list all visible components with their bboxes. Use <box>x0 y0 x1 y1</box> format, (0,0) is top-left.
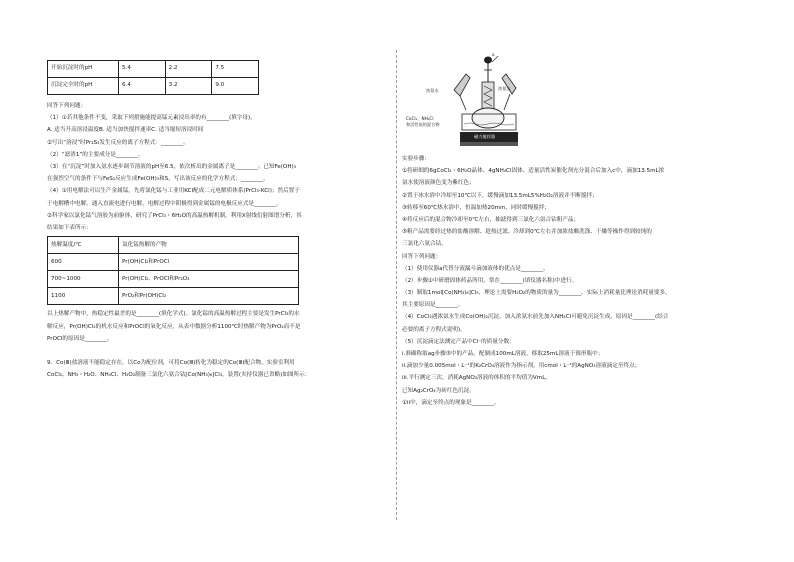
text-line: （4）CoCl₂遇浓氨水生成Co(OH)₂沉淀，加入浓氨水前先加入NH₄Cl可避免沉淀生成，原因是________(结合 <box>402 314 669 321</box>
text-line: （1）①若其他条件不变，采取下列措施能提高锰元素浸出率的有________(填字母)。 <box>47 115 256 122</box>
table-cell: Pr(OH)Cl₂、PrOCl和Pr₂O₃ <box>119 271 299 288</box>
right-column <box>402 156 746 407</box>
table-row <box>48 78 259 95</box>
table-row <box>48 61 259 78</box>
question-9-line: CoCl₂、NH₃・H₂O、NH₄Cl、H₂O₂制备三氯化六氨合钴[Co(NH₃)₆]Cl₃，装置(夹持仪器已省略)如图所示： <box>47 372 311 379</box>
table-cell: 700~1000 <box>48 271 119 288</box>
text-line: 实验步骤： <box>402 156 430 162</box>
text-line: ②置于冰水浴中冷却至10℃以下，缓慢滴加13.5mL5%H₂O₂溶液并不断搅拌； <box>402 192 598 199</box>
table-cell: Pr(OH)Cl₂和PrOCl <box>119 254 299 271</box>
text-line: 氨水使溶液颜色变为紫红色； <box>402 180 475 187</box>
table-cell: 3.2 <box>165 78 212 95</box>
question-9-line: 9．Co(Ⅲ)盐溶液不能稳定存在，以Co为配位剂，可将Co(Ⅲ)转化为稳定的Co(Ⅲ)配合物，实验室利用 <box>47 360 295 367</box>
text-line: ③转移至60℃热水浴中，恒温加热20min，同时缓慢搅拌； <box>402 204 550 211</box>
text-line: 已知Ag₂CrO₄为砖红色沉淀。 <box>402 387 475 394</box>
text-line: 必要的离子方程式说明)。 <box>402 326 466 333</box>
text-line: 结果如下表所示： <box>47 224 92 231</box>
text-line: 回答下列问题： <box>402 253 442 260</box>
text-line: 于电解槽中电解。通入直流电进行电解，电解过程中阴极得到金属锰的电极反应式是________。 <box>47 200 282 207</box>
text-line: 解反应，Pr(OH)Cl₂的机水反应和PrOCl的氧化反应，从表中数据分析1100℃时热解产物为PrO₂而不是 <box>47 323 301 330</box>
text-line: 以上热解产物中，热稳定性最差的是________(填化学式)。氯化锰的高温热解过程主要是发生PrCl₃的水 <box>47 311 300 318</box>
left-column <box>47 60 387 380</box>
text-line: （1）使用仪器a代替分液漏斗滴加液体的优点是________。 <box>402 265 549 272</box>
label-stirrer: 磁力搅拌器 <box>474 134 495 139</box>
text-line: ②写出“溶浸”时Pr₂S₃发生反应的离子方程式：________。 <box>47 139 189 146</box>
table-header-cell: 热解温度/℃ <box>48 237 119 254</box>
text-line: 三氯化六氨合钴。 <box>402 241 447 248</box>
text-line: （2）“滤渣1”的主要成分是________。 <box>47 151 144 158</box>
text-line: ②科学家以氯化锰气溶胶为前驱体，研究了PrCl₃・6H₂O的高温热解机制。利用X射线衍射图谱分析，其 <box>47 212 302 219</box>
table-row <box>48 288 299 305</box>
text-line: ①将研细的6gCoCl₂・6H₂O晶体、4gNH₄Cl固体、适量活性炭催化剂充分混合后加入c中，滴加13.5mL浓 <box>402 168 665 175</box>
text-line: 回答下列问题： <box>47 103 87 109</box>
text-line: ⑤粗产品需要经过热的盐酸溶解、趁热过滤、冷却到0℃左右并加浓盐酸洗涤、干燥等操作得到较纯的 <box>402 229 652 236</box>
table-cell: 2.2 <box>165 61 212 78</box>
text-line: （4）①用电解法可以生产金属锰，先将氯化锰与工业用KCl配成二元电解质体系(PrCl₃-KCl)；然后置于 <box>47 188 300 195</box>
table-cell: 开始沉淀时的pH <box>48 61 119 78</box>
text-line: （3）制取1mol[Co(NH₃)₆]Cl₃，理论上需要H₂O₂的物质的量为________，实际上消耗量比理论消耗量要多， <box>402 290 671 297</box>
text-line: ④将反应后的混合物冷却至0℃左右，抽滤得到三氯化六氨合钴粗产品； <box>402 216 580 223</box>
text-line: 其主要原因是________。 <box>402 302 464 309</box>
text-line: （5）沉淀滴定法测定产品中Cl⁻的质量分数： <box>402 338 515 345</box>
label-right-funnel: 浓氨水 <box>498 86 511 91</box>
label-left-funnel: 浓氨水 <box>426 88 439 93</box>
text-line: i.准确称取ag步骤⑤中的产品，配制成100mL溶液，移取25mL溶液于锥形瓶中； <box>402 351 604 357</box>
table-header-row <box>48 237 299 254</box>
label-a: a <box>492 52 495 57</box>
text-line: （2）步骤①中研磨固体药品所用，常在________(填仪器名称)中进行。 <box>402 277 578 284</box>
label-mix2: 和活性炭的混合物 <box>406 122 440 127</box>
ph-table <box>47 60 259 95</box>
table-row <box>48 254 299 271</box>
table-cell: PrO₂和Pr(OH)Cl₂ <box>119 288 299 305</box>
table-cell: 600 <box>48 254 119 271</box>
text-line: A. 适当升高溶浸温度B. 适当加快搅拌速率C. 适当缩短溶浸时间 <box>47 127 204 134</box>
table-cell: 7.5 <box>212 61 259 78</box>
table-cell: 6.4 <box>119 78 166 95</box>
table-cell: 9.0 <box>212 78 259 95</box>
table-cell: 5.4 <box>119 61 166 78</box>
text-line: 在强烈空气的条件下与FeS₂反应生成Fe(OH)₃和S，写出该反应的化学方程式：________。 <box>47 176 269 183</box>
pyrolysis-table <box>47 236 299 305</box>
text-line: iii.平行测定三次，消耗AgNO₃溶液的体积的平均值为VmL。 <box>402 375 551 382</box>
column-divider <box>396 50 397 520</box>
text-line: PrOCl的原因是________。 <box>47 335 113 342</box>
table-row <box>48 271 299 288</box>
table-cell: 沉淀完全时的pH <box>48 78 119 95</box>
table-cell: 1100 <box>48 288 119 305</box>
text-line: （3）在“沉淀”时加入氨水逐步调节溶液的pH至6.5，依次析出的金属离子是________；已知Fe(OH)₃ <box>47 163 296 170</box>
table-header-cell: 氯化锰热解的产物 <box>119 237 299 254</box>
blank-line <box>47 348 387 356</box>
apparatus-figure <box>406 52 522 154</box>
label-mix: CoCl₂、NH₄Cl <box>406 116 434 121</box>
text-line: ①ii中，滴定至终点的现象是________。 <box>402 399 500 406</box>
text-line: ii.滴加少量0.005mol・L⁻¹的K₂CrO₄溶液作为指示剂，用cmol・L⁻¹的AgNO₃溶液滴定至终点； <box>402 363 641 370</box>
label-bath: 罐子 <box>502 132 511 137</box>
